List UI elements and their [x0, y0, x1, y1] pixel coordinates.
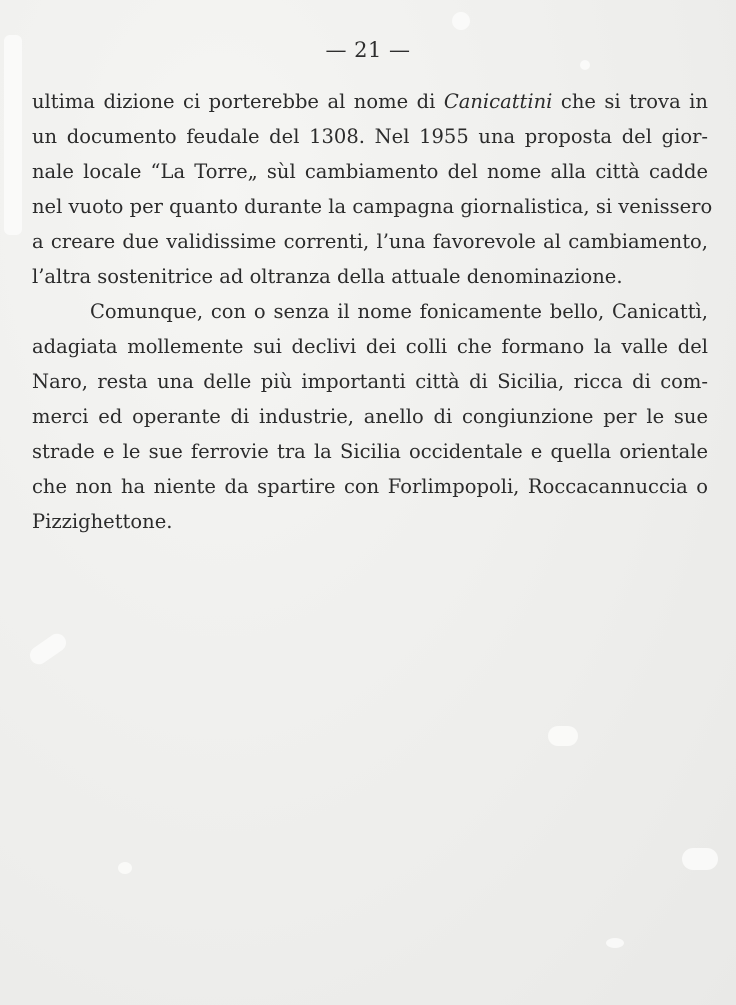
text-line: strade e le sue ferrovie tra la Sicilia occidentale e quella orientale	[32, 440, 708, 463]
paragraph-1	[32, 84, 713, 294]
scan-speck	[118, 862, 132, 874]
text-line: merci ed operante di industrie, anello di congiunzione per le sue	[32, 405, 708, 428]
text-line: nel vuoto per quanto durante la campagna giornalistica, si venissero	[32, 195, 713, 218]
scan-speck	[452, 12, 470, 30]
text-line: che non ha niente da spartire con Forlimpopoli, Roccacannuccia o	[32, 475, 708, 498]
text-line: nale locale “La Torre„ sùl cambiamento del nome alla città cadde	[32, 160, 708, 183]
text-line: l’altra sostenitrice ad oltranza della attuale denominazione.	[32, 265, 623, 288]
text-line: adagiata mollemente sui declivi dei colli che formano la valle del	[32, 335, 708, 358]
scan-speck	[682, 848, 718, 870]
paragraph-2	[32, 294, 708, 539]
italic-place-name: Canicattini	[443, 90, 553, 113]
body-text	[32, 84, 713, 539]
text-line: un documento feudale del 1308. Nel 1955 una proposta del gior-	[32, 125, 708, 148]
scan-edge-artifact	[4, 35, 22, 235]
text-line: Comunque, con o senza il nome fonicamente bello, Canicattì,	[90, 300, 708, 323]
scan-speck	[26, 630, 69, 668]
text-line: a creare due validissime correnti, l’una favorevole al cambiamento,	[32, 230, 708, 253]
text-line: Naro, resta una delle più importanti città di Sicilia, ricca di com-	[32, 370, 708, 393]
text-line: Pizzighettone.	[32, 510, 173, 533]
scan-speck	[606, 938, 624, 948]
text-line: ultima dizione ci porterebbe al nome di Canicattini che si trova in	[32, 90, 708, 113]
page-number: — 21 —	[325, 38, 411, 62]
scan-speck	[548, 726, 578, 746]
